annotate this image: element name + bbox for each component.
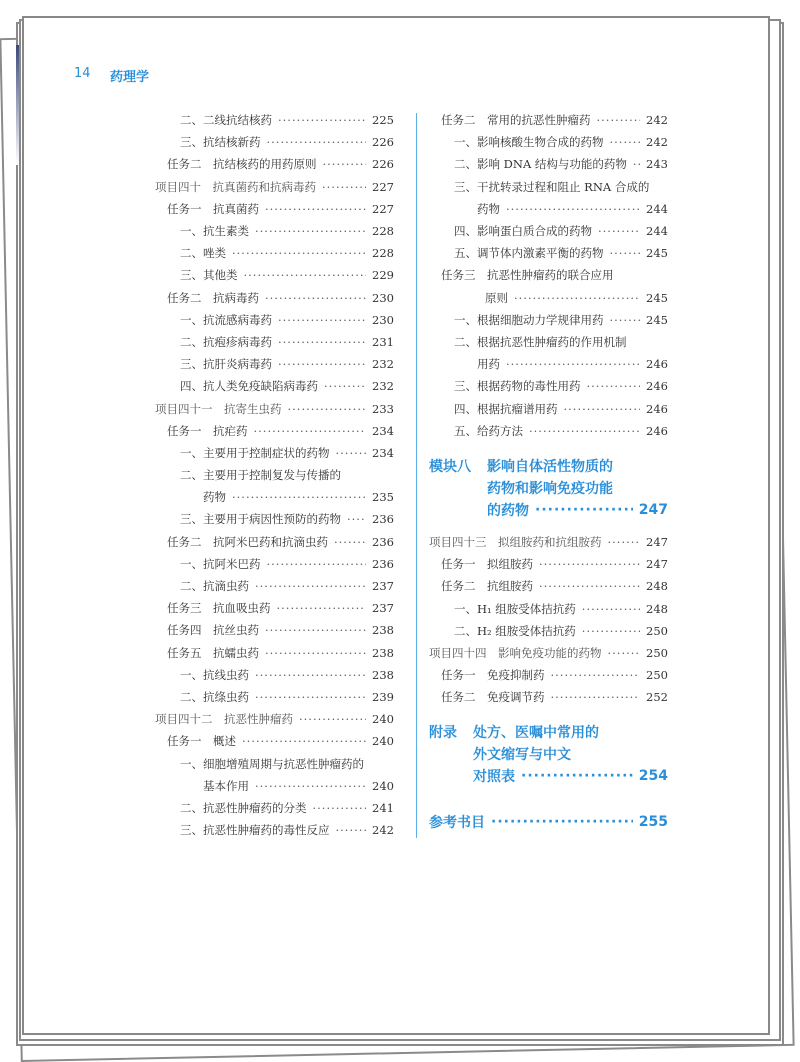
page-number: 14 <box>74 66 91 81</box>
toc-entry-page: 234 <box>372 423 394 438</box>
dot-leader <box>539 579 640 593</box>
toc-entry[interactable] <box>155 198 394 220</box>
dot-leader <box>255 668 366 682</box>
dot-leader <box>610 313 641 327</box>
dot-leader <box>582 602 640 616</box>
toc-entry-title: 五、调节体内激素平衡的药物 <box>454 246 604 261</box>
dot-leader <box>278 113 366 127</box>
toc-entry-page: 229 <box>372 268 394 283</box>
toc-entry[interactable] <box>155 220 394 242</box>
toc-entry-title: 四、根据抗瘤谱用药 <box>454 401 558 416</box>
dot-leader <box>551 690 641 704</box>
toc-entry-title: 三、干扰转录过程和阻止 RNA 合成的 <box>454 179 650 194</box>
book-title: 药理学 <box>110 70 150 85</box>
toc-entry[interactable] <box>429 664 668 686</box>
toc-entry-title: 用药 <box>477 357 500 372</box>
dot-leader <box>265 202 366 216</box>
toc-entry-title: 项目四十三 拟组胺药和抗组胺药 <box>429 535 602 550</box>
toc-entry[interactable] <box>155 686 394 708</box>
toc-entry[interactable] <box>429 397 668 419</box>
dot-leader <box>278 313 366 327</box>
toc-entry-page: 225 <box>372 113 394 128</box>
toc-entry-page: 238 <box>372 623 394 638</box>
dot-leader <box>334 535 366 549</box>
toc-entry-title: 一、主要用于控制症状的药物 <box>180 445 330 460</box>
toc-entry[interactable] <box>155 153 394 175</box>
toc-entry[interactable] <box>429 287 668 309</box>
references-page: 255 <box>638 814 668 830</box>
toc-entry-page: 250 <box>646 623 668 638</box>
dot-leader <box>514 291 640 305</box>
dot-leader <box>265 646 366 660</box>
toc-entry-page: 247 <box>646 557 668 572</box>
toc-entry-title: 二、抗疱疹病毒药 <box>180 334 272 349</box>
toc-entry-page: 227 <box>372 179 394 194</box>
toc-entry-page: 226 <box>372 157 394 172</box>
toc-entry-page: 238 <box>372 667 394 682</box>
appendix-heading[interactable] <box>429 721 668 787</box>
toc-entry[interactable] <box>429 420 668 442</box>
toc-entry-title: 三、抗恶性肿瘤药的毒性反应 <box>180 823 330 838</box>
dot-leader <box>323 157 367 171</box>
toc-entry[interactable] <box>155 109 394 131</box>
toc-entry-title: 二、抗绦虫药 <box>180 689 249 704</box>
toc-entry-title: 一、根据细胞动力学规律用药 <box>454 312 604 327</box>
toc-entry[interactable] <box>155 242 394 264</box>
dot-leader <box>324 379 366 393</box>
toc-entry-page: 245 <box>646 290 668 305</box>
toc-entry-page: 228 <box>372 224 394 239</box>
toc-entry[interactable] <box>429 642 668 664</box>
module-title-line: 药物和影响免疫功能 <box>487 481 613 497</box>
dot-leader <box>551 668 641 682</box>
toc-entry-page: 234 <box>372 445 394 460</box>
toc-entry[interactable] <box>429 109 668 131</box>
dot-leader <box>539 557 640 571</box>
toc-entry[interactable] <box>155 553 394 575</box>
toc-entry[interactable] <box>155 730 394 752</box>
toc-entry-page: 235 <box>372 490 394 505</box>
toc-entry-title: 二、二线抗结核药 <box>180 113 272 128</box>
toc-entry[interactable] <box>155 619 394 641</box>
toc-entry[interactable] <box>155 708 394 730</box>
dot-leader <box>277 601 367 615</box>
toc-entry-page: 237 <box>372 601 394 616</box>
toc-entry[interactable] <box>155 353 394 375</box>
toc-entry-page: 238 <box>372 645 394 660</box>
toc-entry[interactable] <box>155 442 394 464</box>
toc-entry[interactable] <box>155 642 394 664</box>
dot-leader <box>610 135 641 149</box>
toc-entry-title: 三、抗结核新药 <box>180 135 261 150</box>
toc-entry-title: 二、H₂ 组胺受体拮抗药 <box>454 623 576 638</box>
toc-entry-title: 一、H₁ 组胺受体拮抗药 <box>454 601 576 616</box>
toc-entry-title: 任务一 抗疟药 <box>167 423 248 438</box>
toc-entry-page: 252 <box>646 690 668 705</box>
toc-entry-page: 244 <box>646 201 668 216</box>
toc-entry-page: 233 <box>372 401 394 416</box>
toc-entry[interactable] <box>155 131 394 153</box>
toc-entry[interactable] <box>155 575 394 597</box>
appendix-title-line: 外文缩写与中文 <box>473 747 571 763</box>
dot-leader <box>265 291 366 305</box>
toc-entry-title: 二、抗恶性肿瘤药的分类 <box>180 800 307 815</box>
toc-entry-title: 基本作用 <box>203 778 249 793</box>
toc-entry-page: 231 <box>372 334 394 349</box>
dot-leader <box>244 268 367 282</box>
dot-leader <box>278 335 366 349</box>
appendix-page: 254 <box>638 768 668 784</box>
toc-entry-title: 任务二 抗病毒药 <box>167 290 259 305</box>
toc-entry-page: 232 <box>372 357 394 372</box>
toc-entry-title: 任务一 拟组胺药 <box>441 557 533 572</box>
dot-leader <box>267 135 367 149</box>
dot-leader <box>529 424 640 438</box>
dot-leader <box>564 402 641 416</box>
toc-entry-title: 任务四 抗丝虫药 <box>167 623 259 638</box>
dot-leader <box>347 512 366 526</box>
column-divider <box>416 113 417 838</box>
toc-entry[interactable] <box>155 486 394 508</box>
toc-left-column <box>155 109 394 841</box>
toc-entry-page: 247 <box>646 535 668 550</box>
module-title-line: 影响自体活性物质的 <box>487 459 613 475</box>
toc-entry[interactable] <box>429 131 668 153</box>
dot-leader <box>299 712 366 726</box>
appendix-title-line: 处方、医嘱中常用的 <box>473 725 599 741</box>
toc-entry[interactable] <box>429 353 668 375</box>
toc-entry-title: 任务二 常用的抗恶性肿瘤药 <box>441 113 591 128</box>
toc-entry[interactable] <box>429 686 668 708</box>
dot-leader <box>242 734 366 748</box>
toc-entry-title: 四、抗人类免疫缺陷病毒药 <box>180 379 318 394</box>
toc-entry-page: 242 <box>372 823 394 838</box>
toc-entry-page: 236 <box>372 534 394 549</box>
toc-entry-title: 项目四十二 抗恶性肿瘤药 <box>155 712 293 727</box>
toc-entry-page: 242 <box>646 135 668 150</box>
dot-leader <box>255 579 366 593</box>
toc-entry-page: 244 <box>646 224 668 239</box>
dot-leader <box>254 424 367 438</box>
module-8-heading[interactable] <box>429 455 668 521</box>
dot-leader <box>506 357 640 371</box>
dot-leader <box>582 624 640 638</box>
toc-entry-title: 三、主要用于病因性预防的药物 <box>180 512 341 527</box>
dot-leader <box>608 646 641 660</box>
toc-entry[interactable] <box>155 664 394 686</box>
toc-entry-title: 任务二 抗组胺药 <box>441 579 533 594</box>
dot-leader <box>267 557 367 571</box>
toc-entry-page: 248 <box>646 579 668 594</box>
toc-right-column-mid <box>429 531 668 709</box>
appendix-label: 附录 <box>429 725 457 741</box>
dot-leader <box>232 490 366 504</box>
toc-entry-title: 一、影响核酸生物合成的药物 <box>454 135 604 150</box>
toc-entry-page: 242 <box>646 113 668 128</box>
toc-entry[interactable] <box>155 309 394 331</box>
toc-entry-title: 药物 <box>203 490 226 505</box>
toc-entry-page: 240 <box>372 712 394 727</box>
toc-entry[interactable] <box>429 575 668 597</box>
toc-entry[interactable] <box>429 553 668 575</box>
references-heading[interactable] <box>429 811 668 833</box>
toc-entry-title: 任务五 抗蠕虫药 <box>167 645 259 660</box>
toc-entry[interactable] <box>155 464 394 486</box>
dot-leader <box>633 157 640 171</box>
toc-entry-title: 一、细胞增殖周期与抗恶性肿瘤药的 <box>180 756 364 771</box>
references-label: 参考书目 <box>429 815 485 831</box>
toc-entry-page: 226 <box>372 135 394 150</box>
toc-entry-page: 250 <box>646 646 668 661</box>
dot-leader <box>255 779 366 793</box>
toc-entry-title: 任务三 抗恶性肿瘤药的联合应用 <box>441 268 614 283</box>
toc-entry-page: 245 <box>646 312 668 327</box>
dot-leader <box>336 823 367 837</box>
dot-leader <box>608 535 641 549</box>
toc-entry-page: 246 <box>646 379 668 394</box>
toc-entry-title: 项目四十 抗真菌药和抗病毒药 <box>155 179 316 194</box>
toc-entry-title: 原则 <box>485 290 508 305</box>
toc-entry-title: 二、主要用于控制复发与传播的 <box>180 468 341 483</box>
toc-entry[interactable] <box>155 176 394 198</box>
module-label: 模块八 <box>429 459 471 475</box>
toc-entry[interactable] <box>155 531 394 553</box>
dot-leader <box>288 402 367 416</box>
dot-leader <box>587 379 641 393</box>
toc-entry-title: 三、其他类 <box>180 268 238 283</box>
toc-entry[interactable] <box>155 797 394 819</box>
toc-entry-page: 246 <box>646 423 668 438</box>
toc-entry-title: 药物 <box>477 201 500 216</box>
toc-entry-page: 248 <box>646 601 668 616</box>
toc-entry[interactable] <box>155 331 394 353</box>
toc-entry-page: 246 <box>646 401 668 416</box>
toc-entry-title: 项目四十四 影响免疫功能的药物 <box>429 646 602 661</box>
toc-entry[interactable] <box>155 287 394 309</box>
toc-entry-title: 一、抗线虫药 <box>180 667 249 682</box>
toc-entry-page: 239 <box>372 689 394 704</box>
toc-entry-title: 项目四十一 抗寄生虫药 <box>155 401 282 416</box>
dot-leader <box>232 246 366 260</box>
toc-entry-title: 四、影响蛋白质合成的药物 <box>454 224 592 239</box>
toc-entry-page: 232 <box>372 379 394 394</box>
module-title-line: 的药物 <box>487 503 529 519</box>
toc-entry[interactable] <box>429 598 668 620</box>
toc-entry-page: 241 <box>372 800 394 815</box>
module-page: 247 <box>638 502 668 518</box>
toc-entry-title: 二、影响 DNA 结构与功能的药物 <box>454 157 627 172</box>
toc-entry[interactable] <box>429 176 668 198</box>
toc-entry-title: 五、给药方法 <box>454 423 523 438</box>
toc-entry-title: 任务二 抗结核药的用药原则 <box>167 157 317 172</box>
toc-entry-page: 230 <box>372 290 394 305</box>
toc-entry-page: 237 <box>372 579 394 594</box>
dot-leader <box>278 357 366 371</box>
toc-entry-title: 任务一 概述 <box>167 734 236 749</box>
toc-entry-title: 三、根据药物的毒性用药 <box>454 379 581 394</box>
toc-entry[interactable] <box>429 264 668 286</box>
toc-entry-title: 任务二 抗阿米巴药和抗滴虫药 <box>167 534 328 549</box>
toc-entry-page: 240 <box>372 778 394 793</box>
toc-entry-title: 一、抗生素类 <box>180 224 249 239</box>
toc-entry[interactable] <box>429 375 668 397</box>
toc-entry[interactable] <box>155 775 394 797</box>
toc-entry[interactable] <box>155 420 394 442</box>
dot-leader <box>255 690 366 704</box>
toc-entry-title: 任务二 免疫调节药 <box>441 690 545 705</box>
toc-entry-title: 任务一 免疫抑制药 <box>441 668 545 683</box>
toc-entry[interactable] <box>155 397 394 419</box>
dot-leader <box>610 246 641 260</box>
toc-entry-title: 二、根据抗恶性肿瘤药的作用机制 <box>454 334 627 349</box>
toc-entry[interactable] <box>155 752 394 774</box>
dot-leader <box>336 446 367 460</box>
toc-entry-page: 246 <box>646 357 668 372</box>
toc-entry-page: 230 <box>372 312 394 327</box>
toc-entry-page: 228 <box>372 246 394 261</box>
toc-entry[interactable] <box>429 309 668 331</box>
dot-leader <box>313 801 367 815</box>
toc-entry-page: 240 <box>372 734 394 749</box>
dot-leader <box>598 224 640 238</box>
toc-entry[interactable] <box>155 597 394 619</box>
toc-entry[interactable] <box>429 620 668 642</box>
toc-entry[interactable] <box>429 531 668 553</box>
toc-entry[interactable] <box>155 264 394 286</box>
toc-entry[interactable] <box>155 819 394 841</box>
dot-leader <box>265 623 366 637</box>
toc-entry[interactable] <box>155 508 394 530</box>
toc-entry-page: 236 <box>372 556 394 571</box>
toc-entry-page: 245 <box>646 246 668 261</box>
toc-entry-title: 任务一 抗真菌药 <box>167 201 259 216</box>
toc-entry-page: 236 <box>372 512 394 527</box>
toc-entry-title: 二、抗滴虫药 <box>180 579 249 594</box>
dot-leader <box>506 202 640 216</box>
appendix-title-line: 对照表 <box>473 769 515 785</box>
toc-entry-title: 任务三 抗血吸虫药 <box>167 601 271 616</box>
toc-entry-page: 243 <box>646 157 668 172</box>
toc-entry[interactable] <box>429 153 668 175</box>
dot-leader <box>322 180 366 194</box>
toc-right-column-top <box>429 109 668 442</box>
toc-entry[interactable] <box>155 375 394 397</box>
toc-entry-page: 250 <box>646 668 668 683</box>
dot-leader <box>255 224 366 238</box>
toc-entry-title: 一、抗阿米巴药 <box>180 556 261 571</box>
toc-entry[interactable] <box>429 242 668 264</box>
toc-entry[interactable] <box>429 198 668 220</box>
dot-leader <box>597 113 641 127</box>
toc-entry-title: 一、抗流感病毒药 <box>180 312 272 327</box>
toc-entry-page: 227 <box>372 201 394 216</box>
toc-entry[interactable] <box>429 220 668 242</box>
toc-entry[interactable] <box>429 331 668 353</box>
toc-entry-title: 二、唑类 <box>180 246 226 261</box>
toc-entry-title: 三、抗肝炎病毒药 <box>180 357 272 372</box>
